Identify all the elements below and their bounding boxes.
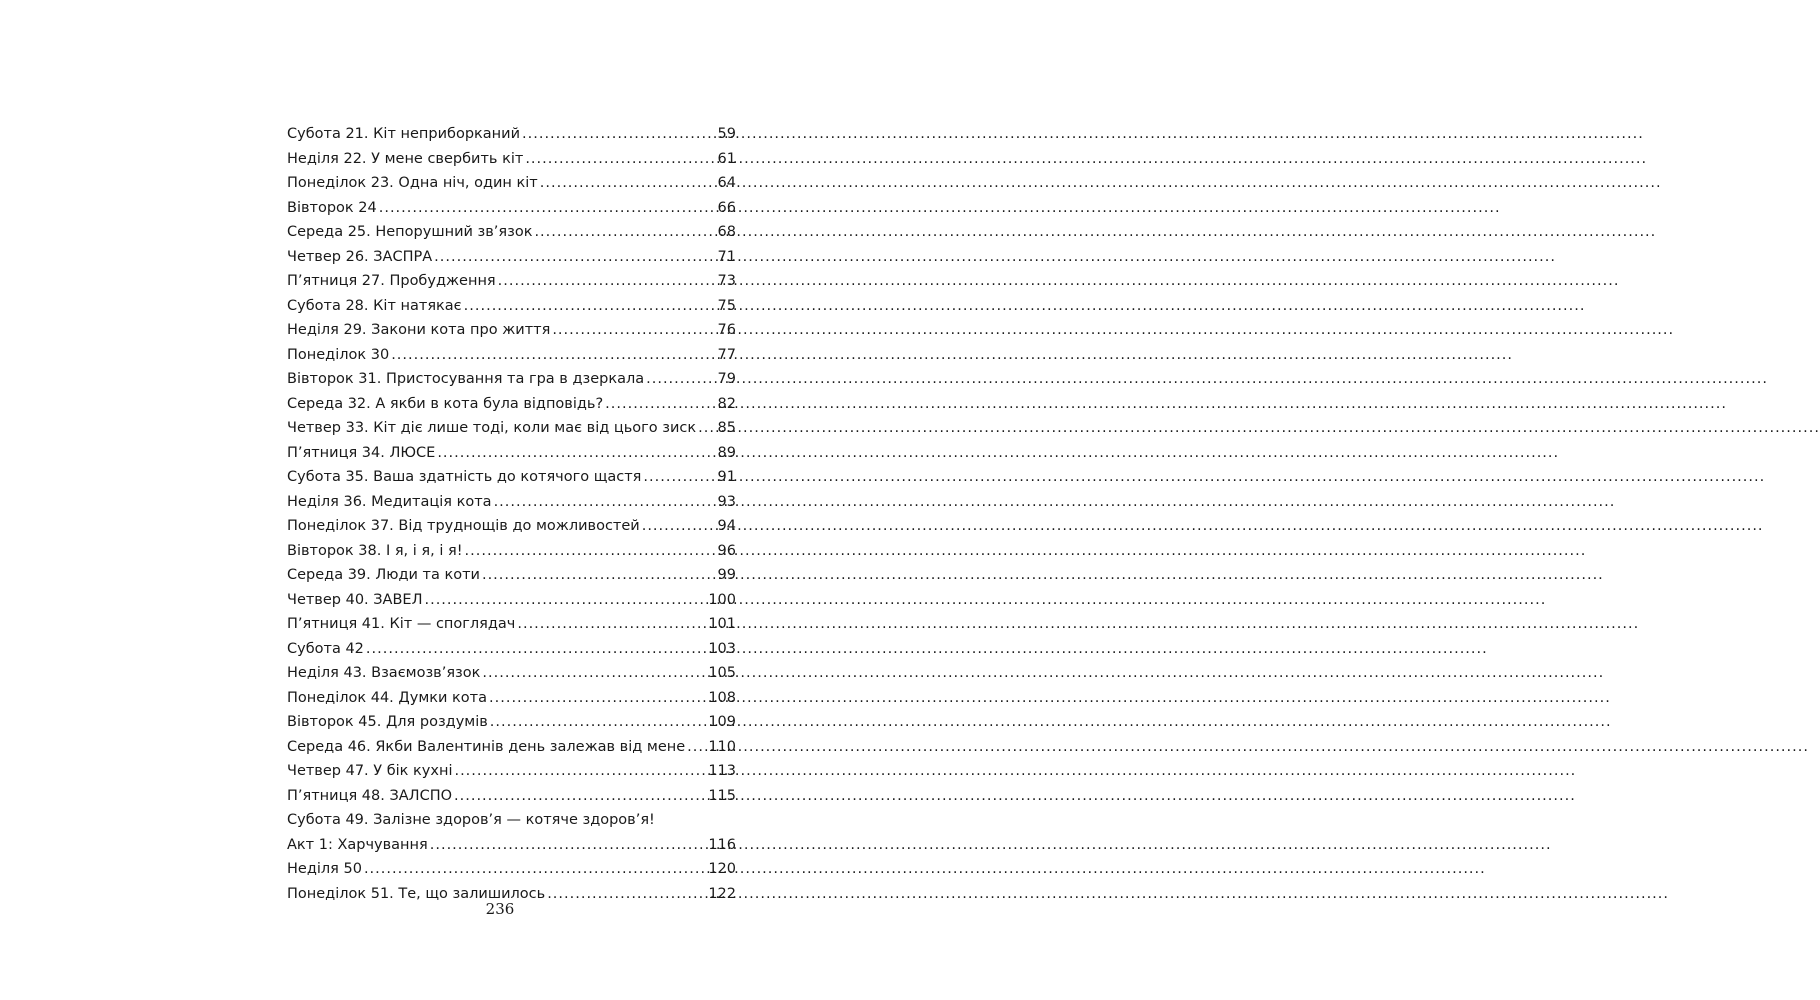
toc-entry-page: 115 (708, 787, 736, 804)
toc-entry (287, 686, 736, 711)
toc-entry-title: Середа 32. А якби в кота була відповідь? (287, 395, 604, 412)
toc-entry-title: Субота 21. Кіт неприборканий (287, 126, 521, 142)
toc-entry-title: Понеділок 37. Від труднощів до можливостей (287, 518, 640, 534)
toc-entry (287, 857, 736, 882)
toc-entry (287, 416, 736, 441)
toc-dot-leader (643, 465, 715, 490)
toc-entry-title: П’ятниця 48. ЗАЛСПО (287, 787, 453, 804)
toc-entry (287, 147, 736, 172)
toc-dot-leader (391, 343, 715, 368)
toc-entry (287, 318, 736, 343)
toc-dot-leader (534, 220, 715, 245)
toc-entry (287, 465, 736, 490)
toc-entry (287, 661, 736, 686)
toc-entry (287, 637, 736, 662)
toc-dot-leader (540, 171, 716, 196)
toc-dot-leader (454, 759, 706, 784)
toc-entry (287, 490, 736, 515)
toc-entry (287, 784, 736, 809)
toc-entry-title: Понеділок 30 (287, 346, 390, 363)
toc-dot-leader (434, 245, 715, 270)
toc-dot-leader (437, 441, 715, 466)
toc-entry (287, 563, 736, 588)
toc-entry-page: 76 (717, 322, 736, 338)
toc-entry-title: П’ятниця 41. Кіт — споглядач (287, 616, 516, 632)
toc-dot-leader (454, 784, 706, 809)
toc-dot-leader (482, 661, 706, 686)
toc-dot-leader (430, 833, 707, 858)
toc-entry-title: Вівторок 24 (287, 199, 377, 216)
toc-entry-title: Понеділок 44. Думки кота (287, 689, 488, 706)
toc-entry-page: 108 (708, 689, 736, 706)
toc-entry-title: Середа 46. Якби Валентинів день залежав від мене (287, 738, 686, 755)
toc-entry-title: Субота 49. Залізне здоров’я — котяче здоров’я! (287, 812, 655, 828)
toc-entry-page: 82 (717, 395, 736, 412)
toc-entry (287, 392, 736, 417)
toc-entry-title: П’ятниця 34. ЛЮСЕ (287, 444, 436, 461)
toc-entry (287, 343, 736, 368)
toc-entry-page: 68 (717, 224, 736, 240)
toc-entry-title: Акт 1: Харчування (287, 836, 428, 853)
toc-entry (287, 735, 736, 760)
toc-entry-title: Неділя 29. Закони кота про життя (287, 322, 551, 338)
toc-entry-page: 59 (717, 126, 736, 142)
toc-dot-leader (605, 392, 715, 417)
toc-entry-title: Субота 28. Кіт натякає (287, 297, 462, 314)
toc-entry (287, 220, 736, 245)
toc-dot-leader (646, 367, 715, 392)
toc-entry-page: 75 (717, 297, 736, 314)
toc-entry (287, 171, 736, 196)
toc-entry-title: Понеділок 51. Те, що залишилось (287, 885, 546, 902)
toc-entry-page: 100 (708, 591, 736, 608)
toc-entry-title: Середа 25. Непорушний зв’язок (287, 224, 533, 240)
toc-dot-leader (465, 539, 716, 564)
toc-entry (287, 514, 736, 539)
toc-entry-title: Середа 39. Люди та коти (287, 567, 480, 583)
toc-dot-leader (489, 686, 706, 711)
toc-dot-leader (424, 588, 706, 613)
toc-entry-page: 61 (717, 150, 736, 167)
toc-entry (287, 759, 736, 784)
toc-dot-leader (379, 196, 716, 221)
toc-dot-leader (687, 735, 706, 760)
toc-entry (287, 612, 736, 637)
toc-entry-page: 109 (708, 714, 736, 730)
toc-entry-page: 105 (708, 665, 736, 681)
toc-dot-leader (482, 563, 716, 588)
toc-dot-leader (498, 269, 716, 294)
toc-entry-page: 73 (717, 273, 736, 289)
toc-entry-page: 103 (708, 640, 736, 657)
toc-entry-page: 110 (708, 738, 736, 755)
toc-entry-title: Неділя 22. У мене свербить кіт (287, 150, 524, 167)
toc-entry-title: П’ятниця 27. Пробудження (287, 273, 496, 289)
toc-entry (287, 539, 736, 564)
toc-dot-leader (494, 490, 716, 515)
toc-entry-page: 94 (717, 518, 736, 534)
page-number: 236 (485, 900, 515, 918)
toc-entry-page: 71 (717, 248, 736, 265)
toc-entry (287, 122, 736, 147)
toc-entry-title: Субота 42 (287, 640, 364, 657)
toc-entry (287, 294, 736, 319)
toc-entry-page: 64 (717, 175, 736, 191)
toc-dot-leader (464, 294, 716, 319)
toc-entry-page: 85 (717, 420, 736, 436)
toc-entry-page: 93 (717, 493, 736, 510)
toc-dot-leader (642, 514, 716, 539)
toc-entry-title: Вівторок 31. Пристосування та гра в дзеркала (287, 371, 645, 387)
toc-dot-leader (698, 416, 715, 441)
toc-entry-page: 96 (717, 542, 736, 559)
toc-entry-page: 122 (708, 885, 736, 902)
toc-entry (287, 441, 736, 466)
toc-entry-page: 116 (708, 836, 736, 853)
toc-dot-leader (364, 857, 706, 882)
toc-entry-title: Понеділок 23. Одна ніч, один кіт (287, 175, 538, 191)
toc-entry (287, 588, 736, 613)
toc-entry (287, 808, 736, 833)
toc-entry-title: Неділя 36. Медитація кота (287, 493, 492, 510)
toc-entry-title: Субота 35. Ваша здатність до котячого щастя (287, 469, 642, 485)
toc-entry (287, 367, 736, 392)
toc-dot-leader (522, 122, 716, 147)
toc-entry (287, 710, 736, 735)
toc-dot-leader (552, 318, 715, 343)
toc-entry (287, 833, 736, 858)
toc-entry-title: Вівторок 38. І я, і я, і я! (287, 542, 463, 559)
toc-entry-title: Четвер 47. У бік кухні (287, 763, 453, 779)
toc-dot-leader (517, 612, 706, 637)
toc-entry-page: 113 (708, 763, 736, 779)
toc-dot-leader (490, 710, 707, 735)
toc-entry-title: Четвер 33. Кіт діє лише тоді, коли має від цього зиск (287, 420, 697, 436)
toc-entry-title: Неділя 50 (287, 861, 362, 877)
toc-entry-page: 79 (717, 371, 736, 387)
toc-entry-title: Четвер 40. ЗАВЕЛ (287, 591, 423, 608)
toc-entry-page: 99 (717, 567, 736, 583)
toc-entry-page: 101 (708, 616, 736, 632)
toc-entry (287, 245, 736, 270)
toc-entry-page: 91 (717, 469, 736, 485)
toc-entry (287, 196, 736, 221)
toc-entry-page: 77 (717, 346, 736, 363)
toc-entry (287, 269, 736, 294)
toc-entry-page: 66 (717, 199, 736, 216)
toc-entry-title: Вівторок 45. Для роздумів (287, 714, 488, 730)
toc-entry-page: 120 (708, 861, 736, 877)
toc-entry-page: 89 (717, 444, 736, 461)
toc-entry-title: Неділя 43. Взаємозв’язок (287, 665, 481, 681)
table-of-contents (287, 122, 736, 906)
toc-dot-leader (366, 637, 706, 662)
toc-entry-title: Четвер 26. ЗАСПРА (287, 248, 433, 265)
toc-dot-leader (525, 147, 715, 172)
